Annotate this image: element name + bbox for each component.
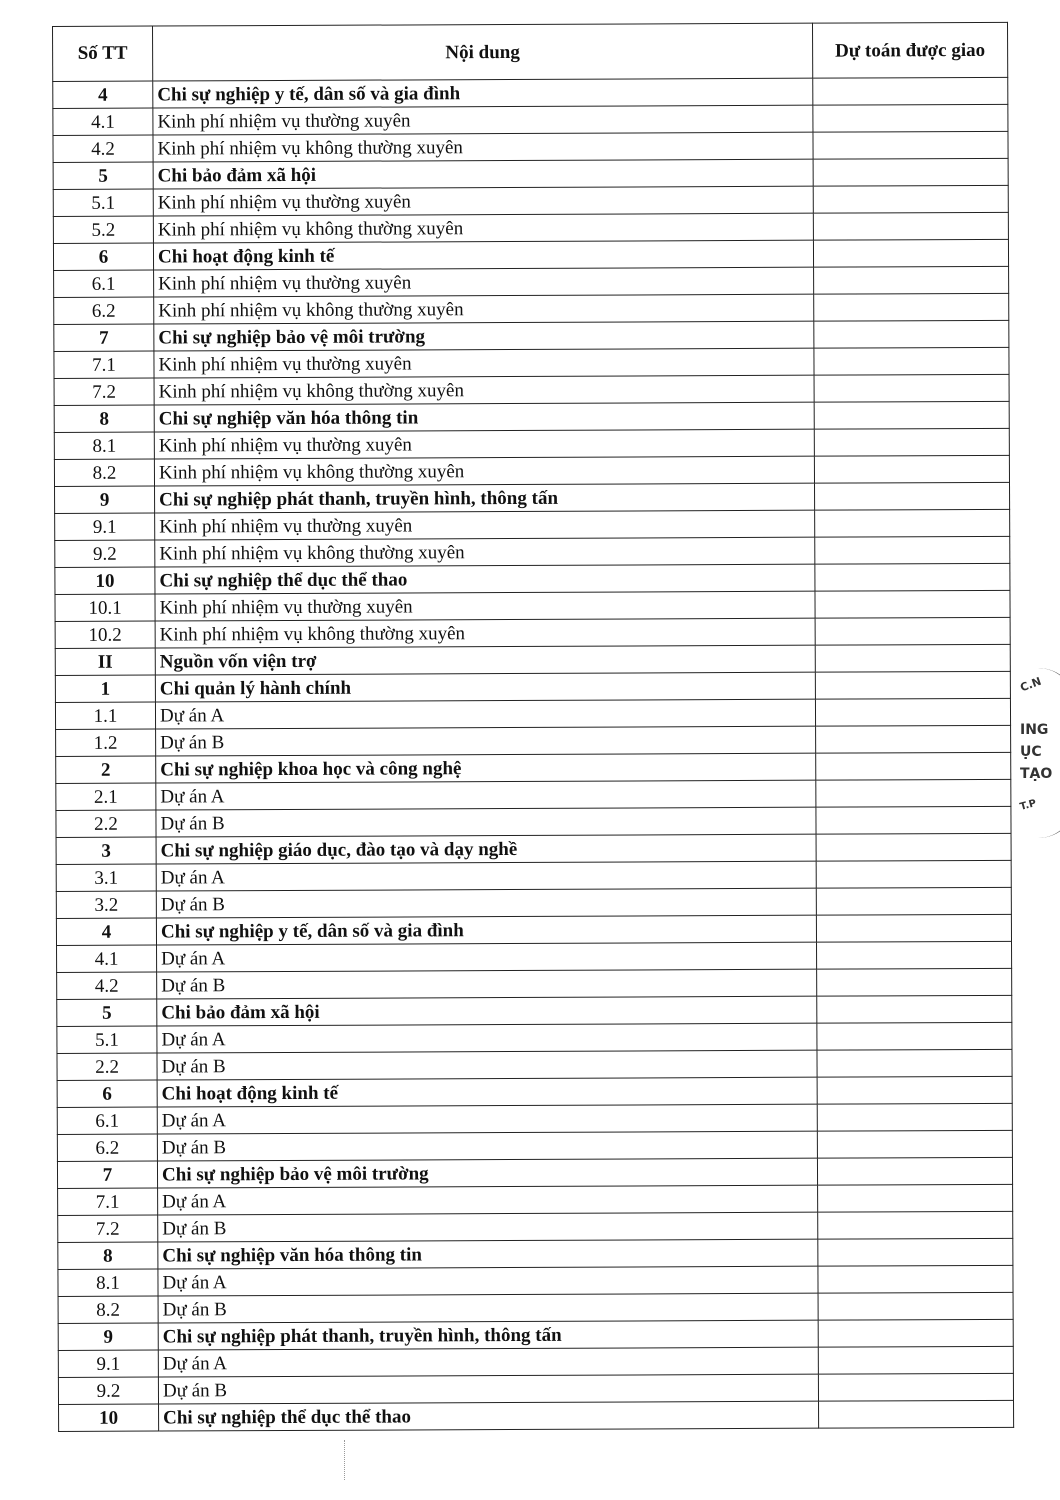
row-stt: 3.1 [56,864,156,891]
row-budget-cell [818,1184,1013,1212]
row-content: Dự án A [158,1347,818,1377]
row-stt: 6.2 [54,297,154,324]
row-content: Chi sự nghiệp phát thanh, truyền hình, thông tấn [158,1320,818,1350]
row-budget-cell [818,1211,1013,1239]
row-content: Dự án A [156,780,816,810]
row-budget-cell [813,212,1008,240]
row-budget-cell [813,239,1008,267]
table-row [58,1319,1013,1350]
row-stt: 7.1 [58,1188,158,1215]
table-row [53,131,1008,162]
row-content: Chi sự nghiệp giáo dục, đào tạo và dạy nghề [156,834,816,864]
table-row [57,1130,1012,1161]
row-content: Dự án A [157,1023,817,1053]
row-content: Kinh phí nhiệm vụ thường xuyên [153,186,813,216]
row-stt: 1.2 [56,729,156,756]
row-content: Kinh phí nhiệm vụ thường xuyên [154,429,814,459]
table-header-row [53,22,1008,81]
row-content: Dự án B [157,969,817,999]
table-row [58,1211,1013,1242]
row-budget-cell [816,779,1011,807]
row-stt: 4.1 [57,945,157,972]
table-row [54,428,1009,459]
row-budget-cell [814,266,1009,294]
row-budget-cell [816,860,1011,888]
row-content: Kinh phí nhiệm vụ thường xuyên [155,591,815,621]
table-row [57,1157,1012,1188]
row-content: Chi sự nghiệp bảo vệ môi trường [154,321,814,351]
row-budget-cell [815,509,1010,537]
row-stt: 9.2 [58,1377,158,1404]
header-stt: Số TT [53,26,153,81]
row-content: Chi bảo đảm xã hội [157,996,817,1026]
row-budget-cell [813,131,1008,159]
row-content: Chi hoạt động kinh tế [157,1077,817,1107]
row-budget-cell [815,536,1010,564]
stamp-text-2: ING [1020,722,1049,738]
row-content: Chi quản lý hành chính [155,672,815,702]
table-row [57,941,1012,972]
row-content: Chi sự nghiệp bảo vệ môi trường [157,1158,817,1188]
row-budget-cell [813,104,1008,132]
row-stt: 4.2 [53,135,153,162]
row-content: Dự án B [156,888,816,918]
row-budget-cell [817,1022,1012,1050]
table-row [56,779,1011,810]
row-budget-cell [818,1346,1013,1374]
stamp-text-5: T.P [1018,798,1038,813]
row-content: Dự án A [155,699,815,729]
row-stt: 5 [57,999,157,1026]
row-budget-cell [816,887,1011,915]
row-content: Chi hoạt động kinh tế [153,240,813,270]
row-budget-cell [818,1292,1013,1320]
page-fold-mark [344,1440,346,1480]
row-stt: 9 [58,1323,158,1350]
row-content: Dự án A [158,1266,818,1296]
table-row [54,401,1009,432]
row-content: Dự án A [157,1104,817,1134]
table-row [56,752,1011,783]
table-row [55,563,1010,594]
row-stt: 3.2 [56,891,156,918]
row-stt: 2.2 [56,810,156,837]
table-row [54,374,1009,405]
table-row [53,185,1008,216]
row-stt: 4 [53,81,153,108]
table-row [56,914,1011,945]
table-row [55,536,1010,567]
table-row [57,1103,1012,1134]
row-stt: 8 [54,405,154,432]
table-row [54,266,1009,297]
row-budget-cell [817,995,1012,1023]
row-stt: 1 [55,675,155,702]
table-row [58,1184,1013,1215]
header-budget: Dự toán được giao [812,22,1007,78]
row-stt: 7.2 [58,1215,158,1242]
table-row [54,293,1009,324]
row-stt: 7 [54,324,154,351]
row-content: Kinh phí nhiệm vụ không thường xuyên [154,375,814,405]
row-stt: 10.1 [55,594,155,621]
row-stt: 3 [56,837,156,864]
row-budget-cell [817,1157,1012,1185]
row-content: Chi sự nghiệp thể dục thể thao [159,1401,819,1431]
table-row [57,968,1012,999]
row-content: Chi sự nghiệp thể dục thể thao [155,564,815,594]
row-budget-cell [815,563,1010,591]
row-stt: 4.1 [53,108,153,135]
row-stt: 9.2 [55,540,155,567]
row-budget-cell [816,914,1011,942]
row-budget-cell [819,1400,1014,1428]
row-content: Chi sự nghiệp văn hóa thông tin [154,402,814,432]
table-row [58,1292,1013,1323]
row-stt: 6.1 [54,270,154,297]
table-row [54,455,1009,486]
row-content: Kinh phí nhiệm vụ thường xuyên [153,105,813,135]
row-budget-cell [814,320,1009,348]
row-content: Dự án B [158,1212,818,1242]
row-content: Kinh phí nhiệm vụ không thường xuyên [154,456,814,486]
row-stt: 9 [55,486,155,513]
row-content: Kinh phí nhiệm vụ thường xuyên [154,267,814,297]
row-stt: 7.1 [54,351,154,378]
row-budget-cell [818,1238,1013,1266]
table-row [55,644,1010,675]
table-row [53,158,1008,189]
row-stt: 6 [57,1080,157,1107]
row-content: Dự án B [157,1131,817,1161]
row-content: Nguồn vốn viện trợ [155,645,815,675]
row-budget-cell [813,185,1008,213]
row-stt: 8.2 [58,1296,158,1323]
row-stt: 5.1 [57,1026,157,1053]
row-stt: 6.1 [57,1107,157,1134]
row-content: Kinh phí nhiệm vụ không thường xuyên [154,294,814,324]
row-stt: 2 [56,756,156,783]
row-content: Kinh phí nhiệm vụ không thường xuyên [153,213,813,243]
row-content: Chi sự nghiệp y tế, dân số và gia đình [156,915,816,945]
row-stt: 8.2 [54,459,154,486]
table-row [56,860,1011,891]
row-stt: 5.2 [53,216,153,243]
row-content: Kinh phí nhiệm vụ không thường xuyên [155,618,815,648]
row-stt: 7.2 [54,378,154,405]
row-content: Dự án B [156,726,816,756]
row-budget-cell [815,671,1010,699]
table-row [56,887,1011,918]
table-row [55,617,1010,648]
stamp-text-3: ỤC [1020,744,1042,760]
row-content: Dự án A [157,942,817,972]
row-stt: 7 [57,1161,157,1188]
row-stt: 10 [55,567,155,594]
row-budget-cell [816,725,1011,753]
table-row [54,347,1009,378]
row-budget-cell [815,482,1010,510]
table-row [58,1373,1013,1404]
row-stt: 5 [53,162,153,189]
stamp-text-4: TẠO [1020,766,1053,782]
table-row [56,725,1011,756]
row-budget-cell [814,293,1009,321]
row-content: Dự án A [158,1185,818,1215]
table-row [53,77,1008,108]
stamp-text-1: C.N [1018,674,1044,695]
row-stt: 2.1 [56,783,156,810]
row-content: Kinh phí nhiệm vụ thường xuyên [155,510,815,540]
table-row [53,212,1008,243]
row-content: Kinh phí nhiệm vụ thường xuyên [154,348,814,378]
row-stt: 2.2 [57,1053,157,1080]
row-budget-cell [816,833,1011,861]
row-budget-cell [813,158,1008,186]
row-content: Dự án B [157,1050,817,1080]
row-content: Dự án B [156,807,816,837]
row-stt: 9.1 [58,1350,158,1377]
official-stamp-fragment [1016,668,1056,838]
row-budget-cell [814,374,1009,402]
row-stt: 6.2 [57,1134,157,1161]
table-row [55,698,1010,729]
table-row [57,995,1012,1026]
row-stt: II [55,648,155,675]
table-row [53,104,1008,135]
row-content: Dự án B [158,1293,818,1323]
row-stt: 9.1 [55,513,155,540]
row-stt: 1.1 [55,702,155,729]
budget-table [52,22,1014,1432]
row-budget-cell [818,1319,1013,1347]
row-stt: 6 [53,243,153,270]
row-budget-cell [818,1265,1013,1293]
table-row [57,1022,1012,1053]
table-row [55,509,1010,540]
table-row [59,1400,1014,1431]
row-stt: 8.1 [54,432,154,459]
row-content: Chi sự nghiệp phát thanh, truyền hình, thông tấn [155,483,815,513]
header-content: Nội dung [153,23,813,81]
row-budget-cell [817,1049,1012,1077]
table-row [57,1049,1012,1080]
row-stt: 8 [58,1242,158,1269]
row-budget-cell [816,752,1011,780]
table-row [58,1346,1013,1377]
row-budget-cell [818,1373,1013,1401]
row-budget-cell [817,941,1012,969]
row-budget-cell [817,1130,1012,1158]
row-budget-cell [814,428,1009,456]
row-content: Chi bảo đảm xã hội [153,159,813,189]
table-row [56,806,1011,837]
table-row [55,671,1010,702]
row-budget-cell [816,806,1011,834]
table-row [58,1238,1013,1269]
row-budget-cell [817,1076,1012,1104]
row-stt: 10 [59,1404,159,1431]
row-budget-cell [817,968,1012,996]
table-row [56,833,1011,864]
row-content: Dự án B [158,1374,818,1404]
row-budget-cell [813,77,1008,105]
row-stt: 5.1 [53,189,153,216]
row-content: Chi sự nghiệp văn hóa thông tin [158,1239,818,1269]
table-row [57,1076,1012,1107]
row-stt: 4.2 [57,972,157,999]
row-stt: 8.1 [58,1269,158,1296]
row-stt: 4 [56,918,156,945]
table-row [53,239,1008,270]
table-row [58,1265,1013,1296]
table-row [54,320,1009,351]
row-budget-cell [815,644,1010,672]
table-row [55,590,1010,621]
row-budget-cell [814,455,1009,483]
row-stt: 10.2 [55,621,155,648]
budget-table-container [52,22,1013,1432]
row-content: Chi sự nghiệp y tế, dân số và gia đình [153,78,813,108]
row-content: Chi sự nghiệp khoa học và công nghệ [156,753,816,783]
row-content: Dự án A [156,861,816,891]
row-budget-cell [814,401,1009,429]
row-budget-cell [815,590,1010,618]
table-row [55,482,1010,513]
row-budget-cell [815,698,1010,726]
row-content: Kinh phí nhiệm vụ không thường xuyên [153,132,813,162]
table-body [53,77,1014,1431]
row-budget-cell [814,347,1009,375]
row-content: Kinh phí nhiệm vụ không thường xuyên [155,537,815,567]
row-budget-cell [817,1103,1012,1131]
row-budget-cell [815,617,1010,645]
